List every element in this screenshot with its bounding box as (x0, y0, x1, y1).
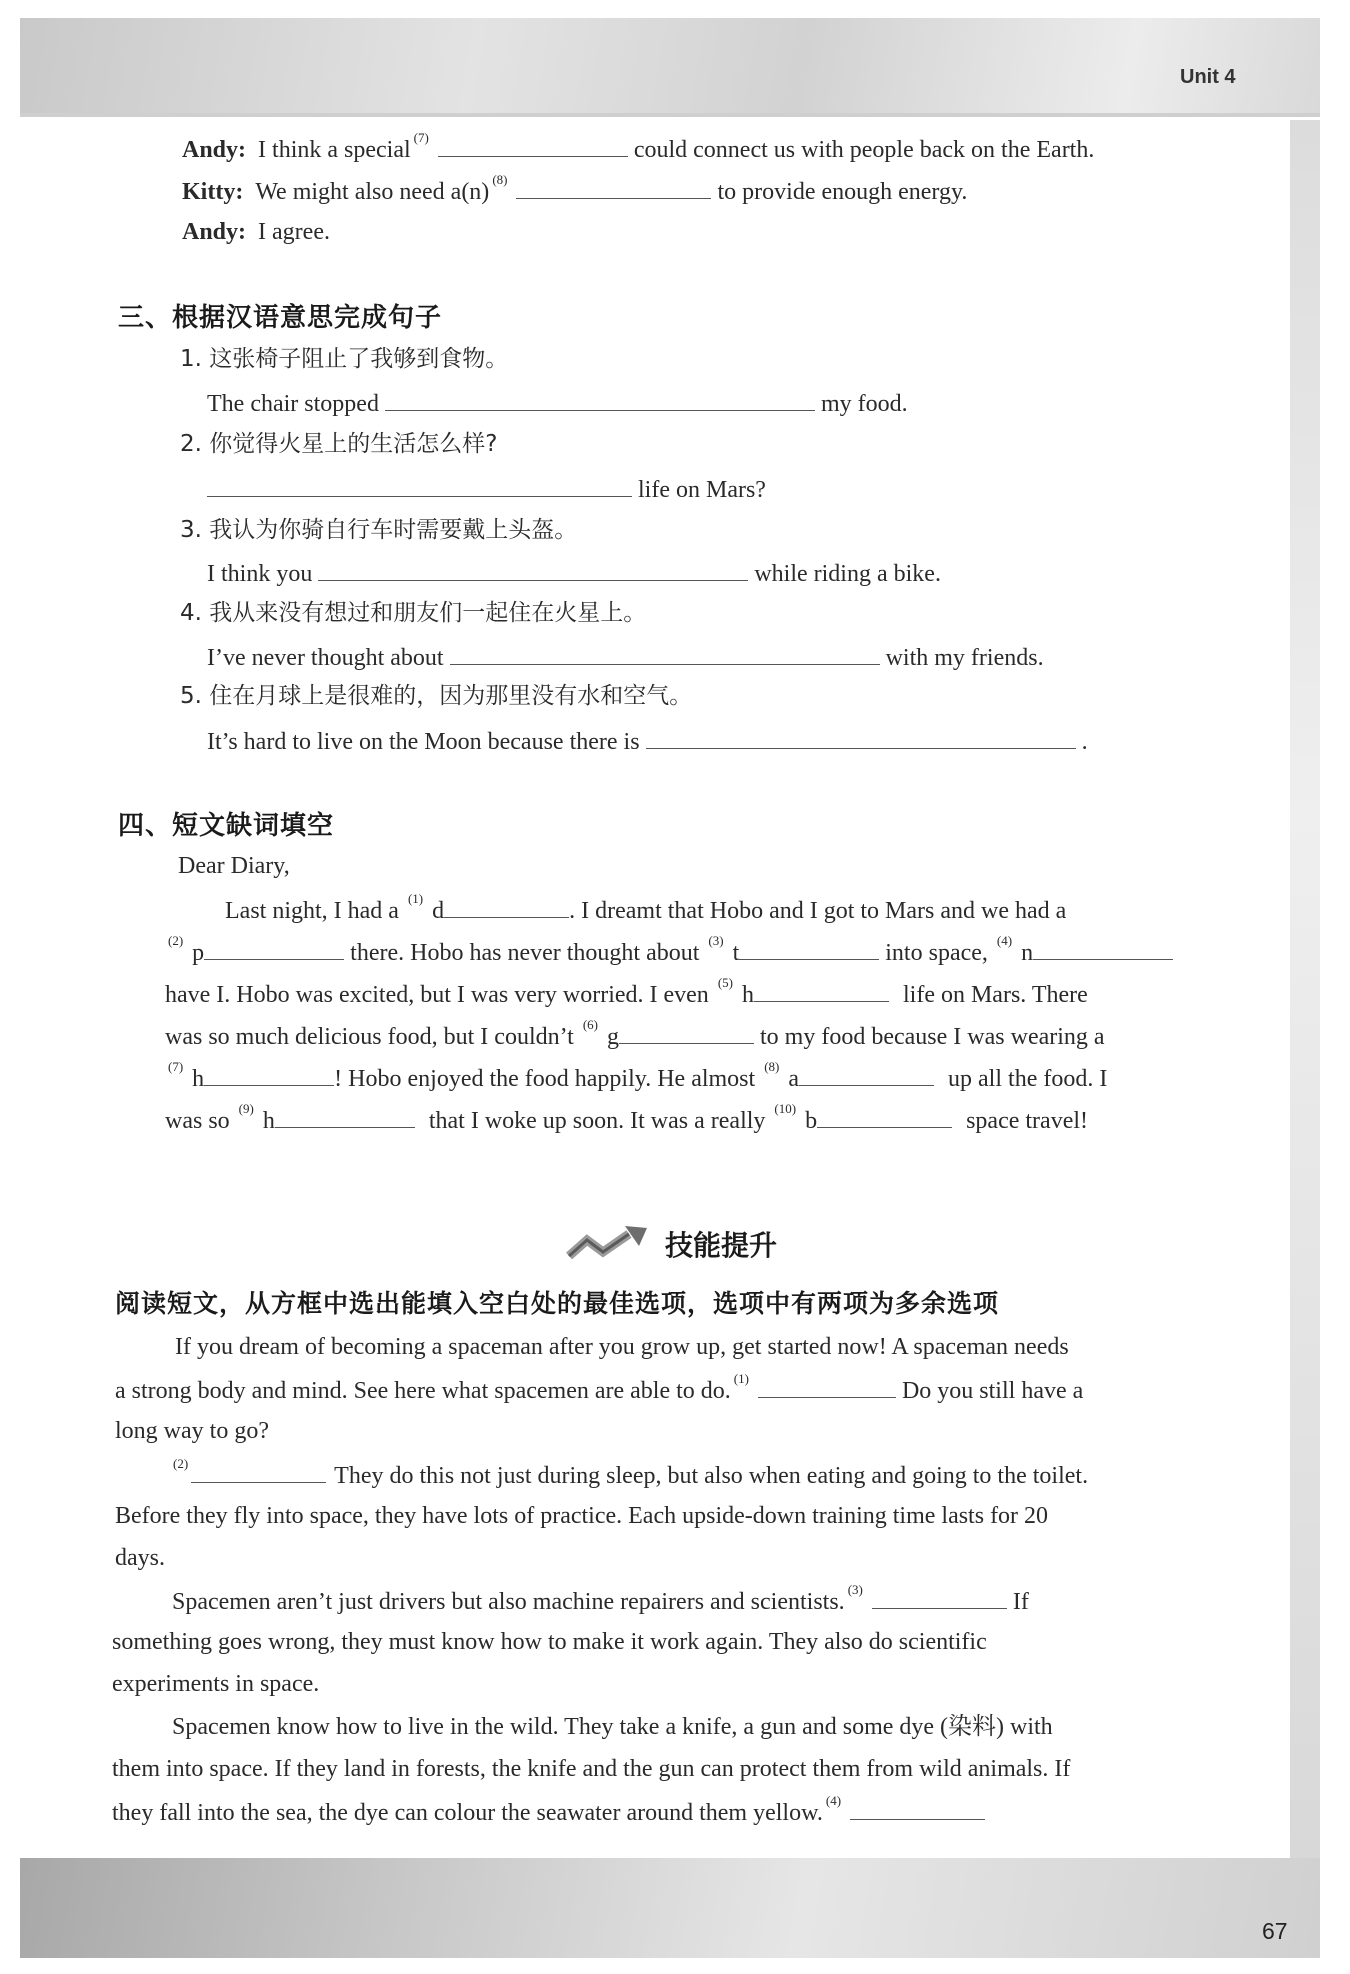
blank-number: (1) (733, 1371, 749, 1386)
diary-line (165, 1101, 1089, 1136)
dialogue-line (182, 218, 330, 247)
chinese-sentence: 3. 我认为你骑自行车时需要戴上头盔。 (180, 517, 578, 543)
blank-number: (7) (168, 1059, 184, 1074)
answer-blank[interactable] (385, 388, 815, 411)
answer-blank[interactable] (619, 1021, 754, 1044)
answer-blank[interactable] (516, 176, 711, 199)
page-number: 67 (1262, 1918, 1288, 1944)
unit-label: Unit 4 (1180, 66, 1236, 88)
section-title: 四、短文缺词填空 (118, 811, 335, 841)
reading-text: they fall into the sea, the dye can colour the seawater around them yellow. (112, 1800, 823, 1826)
blank-number: (8) (492, 172, 508, 187)
diary-text: space travel! (960, 1108, 1089, 1134)
english-sentence (207, 726, 1088, 757)
chinese-sentence: 1. 这张椅子阻止了我够到食物。 (180, 346, 509, 372)
reading-text: They do this not just during sleep, but also when eating and going to the toilet. (334, 1463, 1089, 1489)
first-letter: b (799, 1108, 818, 1134)
sentence-text: while riding a bike. (754, 561, 941, 587)
dialogue-line (182, 130, 1095, 165)
sentence-text: with my friends. (885, 645, 1044, 671)
reading-text: Spacemen aren’t just drivers but also machine repairers and scientists. (172, 1589, 845, 1615)
sentence-text: I think you (207, 561, 313, 587)
answer-blank[interactable] (739, 937, 879, 960)
diary-text: that I woke up soon. It was a really (422, 1108, 772, 1134)
reading-line (115, 1371, 1084, 1406)
answer-blank[interactable] (204, 937, 344, 960)
header-band (20, 18, 1320, 113)
answer-blank[interactable] (275, 1105, 415, 1128)
diary-text: to my food because I was wearing a (754, 1024, 1105, 1050)
answer-blank[interactable] (438, 134, 628, 157)
reading-text: If (1012, 1589, 1029, 1615)
answer-blank[interactable] (444, 895, 569, 918)
diary-line (225, 891, 1067, 926)
diary-text: have I. Hobo was excited, but I was very worried. I even (165, 982, 715, 1008)
diary-text: . I dreamt that Hobo and I got to Mars and we had a (569, 898, 1067, 924)
reading-text: Do you still have a (901, 1378, 1084, 1404)
reading-line: If you dream of becoming a spaceman after you grow up, get started now! A spaceman needs (175, 1334, 1069, 1360)
section-title: 三、根据汉语意思完成句子 (118, 303, 443, 333)
answer-blank[interactable] (450, 642, 880, 665)
sentence-text: life on Mars? (638, 477, 766, 503)
answer-blank[interactable] (207, 474, 632, 497)
reading-line: long way to go? (115, 1418, 269, 1444)
reading-line: Before they fly into space, they have lots of practice. Each upside-down training time lasts for 20 (115, 1503, 1049, 1529)
reading-line: Spacemen know how to live in the wild. They take a knife, a gun and some dye (染料) with (172, 1714, 1053, 1740)
reading-text: a strong body and mind. See here what spacemen are able to do. (115, 1378, 731, 1404)
speaker: Andy: (182, 219, 247, 245)
answer-blank[interactable] (758, 1375, 896, 1398)
sentence-text: I’ve never thought about (207, 645, 444, 671)
sentence-text: It’s hard to live on the Moon because there is (207, 729, 640, 755)
first-letter: h (256, 1108, 275, 1134)
first-letter: d (426, 898, 445, 924)
english-sentence (207, 642, 1044, 673)
sentence-text: The chair stopped (207, 391, 379, 417)
english-sentence (207, 558, 941, 589)
first-letter: t (726, 940, 740, 966)
blank-number: (8) (764, 1059, 780, 1074)
blank-number: (3) (847, 1582, 863, 1597)
answer-blank[interactable] (1033, 937, 1173, 960)
first-letter: h (186, 1066, 205, 1092)
answer-blank[interactable] (754, 979, 889, 1002)
blank-number: (6) (582, 1017, 599, 1032)
english-sentence (207, 388, 908, 419)
reading-line: experiments in space. (112, 1671, 320, 1697)
reading-line (172, 1582, 1029, 1617)
diary-greeting: Dear Diary, (178, 853, 290, 879)
dialogue-text: I think a special (258, 137, 411, 163)
answer-blank[interactable] (204, 1063, 334, 1086)
dialogue-line (182, 172, 968, 207)
english-sentence (207, 474, 766, 505)
first-letter: a (782, 1066, 800, 1092)
answer-blank[interactable] (646, 726, 1076, 749)
blank-number: (10) (774, 1101, 797, 1116)
blank-number: (5) (717, 975, 733, 990)
sentence-text: . (1081, 729, 1088, 755)
speaker: Andy: (182, 137, 247, 163)
answer-blank[interactable] (817, 1105, 952, 1128)
diary-text: ! Hobo enjoyed the food happily. He almost (334, 1066, 762, 1092)
footer-band (20, 1858, 1320, 1958)
dialogue-text: to provide enough energy. (717, 179, 968, 205)
reading-line: something goes wrong, they must know how to make it work again. They also do scientific (112, 1629, 987, 1655)
chinese-sentence: 4. 我从来没有想过和朋友们一起住在火星上。 (180, 600, 647, 626)
reading-line: days. (115, 1545, 165, 1571)
answer-blank[interactable] (872, 1586, 1007, 1609)
diary-text: life on Mars. There (896, 982, 1088, 1008)
sentence-text: my food. (820, 391, 908, 417)
first-letter: h (735, 982, 754, 1008)
chinese-sentence: 5. 住在月球上是很难的，因为那里没有水和空气。 (180, 683, 693, 709)
skill-heading (565, 1222, 777, 1266)
dialogue-text: We might also need a(n) (255, 179, 490, 205)
blank-number: (4) (996, 933, 1013, 948)
blank-number: (3) (708, 933, 724, 948)
answer-blank[interactable] (799, 1063, 934, 1086)
blank-number: (2) (173, 1456, 189, 1471)
blank-number: (1) (407, 891, 424, 906)
diary-text: up all the food. I (942, 1066, 1108, 1092)
blank-number: (7) (413, 130, 429, 145)
chinese-sentence: 2. 你觉得火星上的生活怎么样? (180, 431, 498, 457)
diary-line (165, 975, 1088, 1010)
blank-number: (2) (168, 933, 184, 948)
skill-title: 技能提升 (665, 1229, 778, 1262)
diary-text: was so much delicious food, but I couldn’t (165, 1024, 580, 1050)
reading-line (112, 1793, 991, 1828)
blank-number: (9) (238, 1101, 254, 1116)
answer-blank[interactable] (191, 1460, 326, 1483)
diary-text: there. Hobo has never thought about (344, 940, 706, 966)
reading-instruction: 阅读短文，从方框中选出能填入空白处的最佳选项，选项中有两项为多余选项 (115, 1289, 1000, 1318)
dialogue-text: I agree. (258, 219, 330, 245)
first-letter: p (186, 940, 205, 966)
blank-number: (4) (825, 1793, 842, 1808)
trend-up-icon (565, 1226, 649, 1262)
page-edge (1290, 120, 1320, 1860)
first-letter: g (601, 1024, 620, 1050)
reading-line (170, 1456, 1089, 1491)
diary-text: was so (165, 1108, 236, 1134)
reading-line: them into space. If they land in forests, the knife and the gun can protect them from wild animals. If (112, 1756, 1071, 1782)
speaker: Kitty: (182, 179, 244, 205)
answer-blank[interactable] (850, 1797, 985, 1820)
diary-text: into space, (879, 940, 994, 966)
diary-text: Last night, I had a (225, 898, 405, 924)
diary-line (165, 1017, 1105, 1052)
diary-line (165, 933, 1173, 968)
answer-blank[interactable] (318, 558, 748, 581)
header-stripe (20, 113, 1320, 117)
dialogue-text: could connect us with people back on the Earth. (633, 137, 1095, 163)
first-letter: n (1015, 940, 1034, 966)
diary-line (165, 1059, 1108, 1094)
